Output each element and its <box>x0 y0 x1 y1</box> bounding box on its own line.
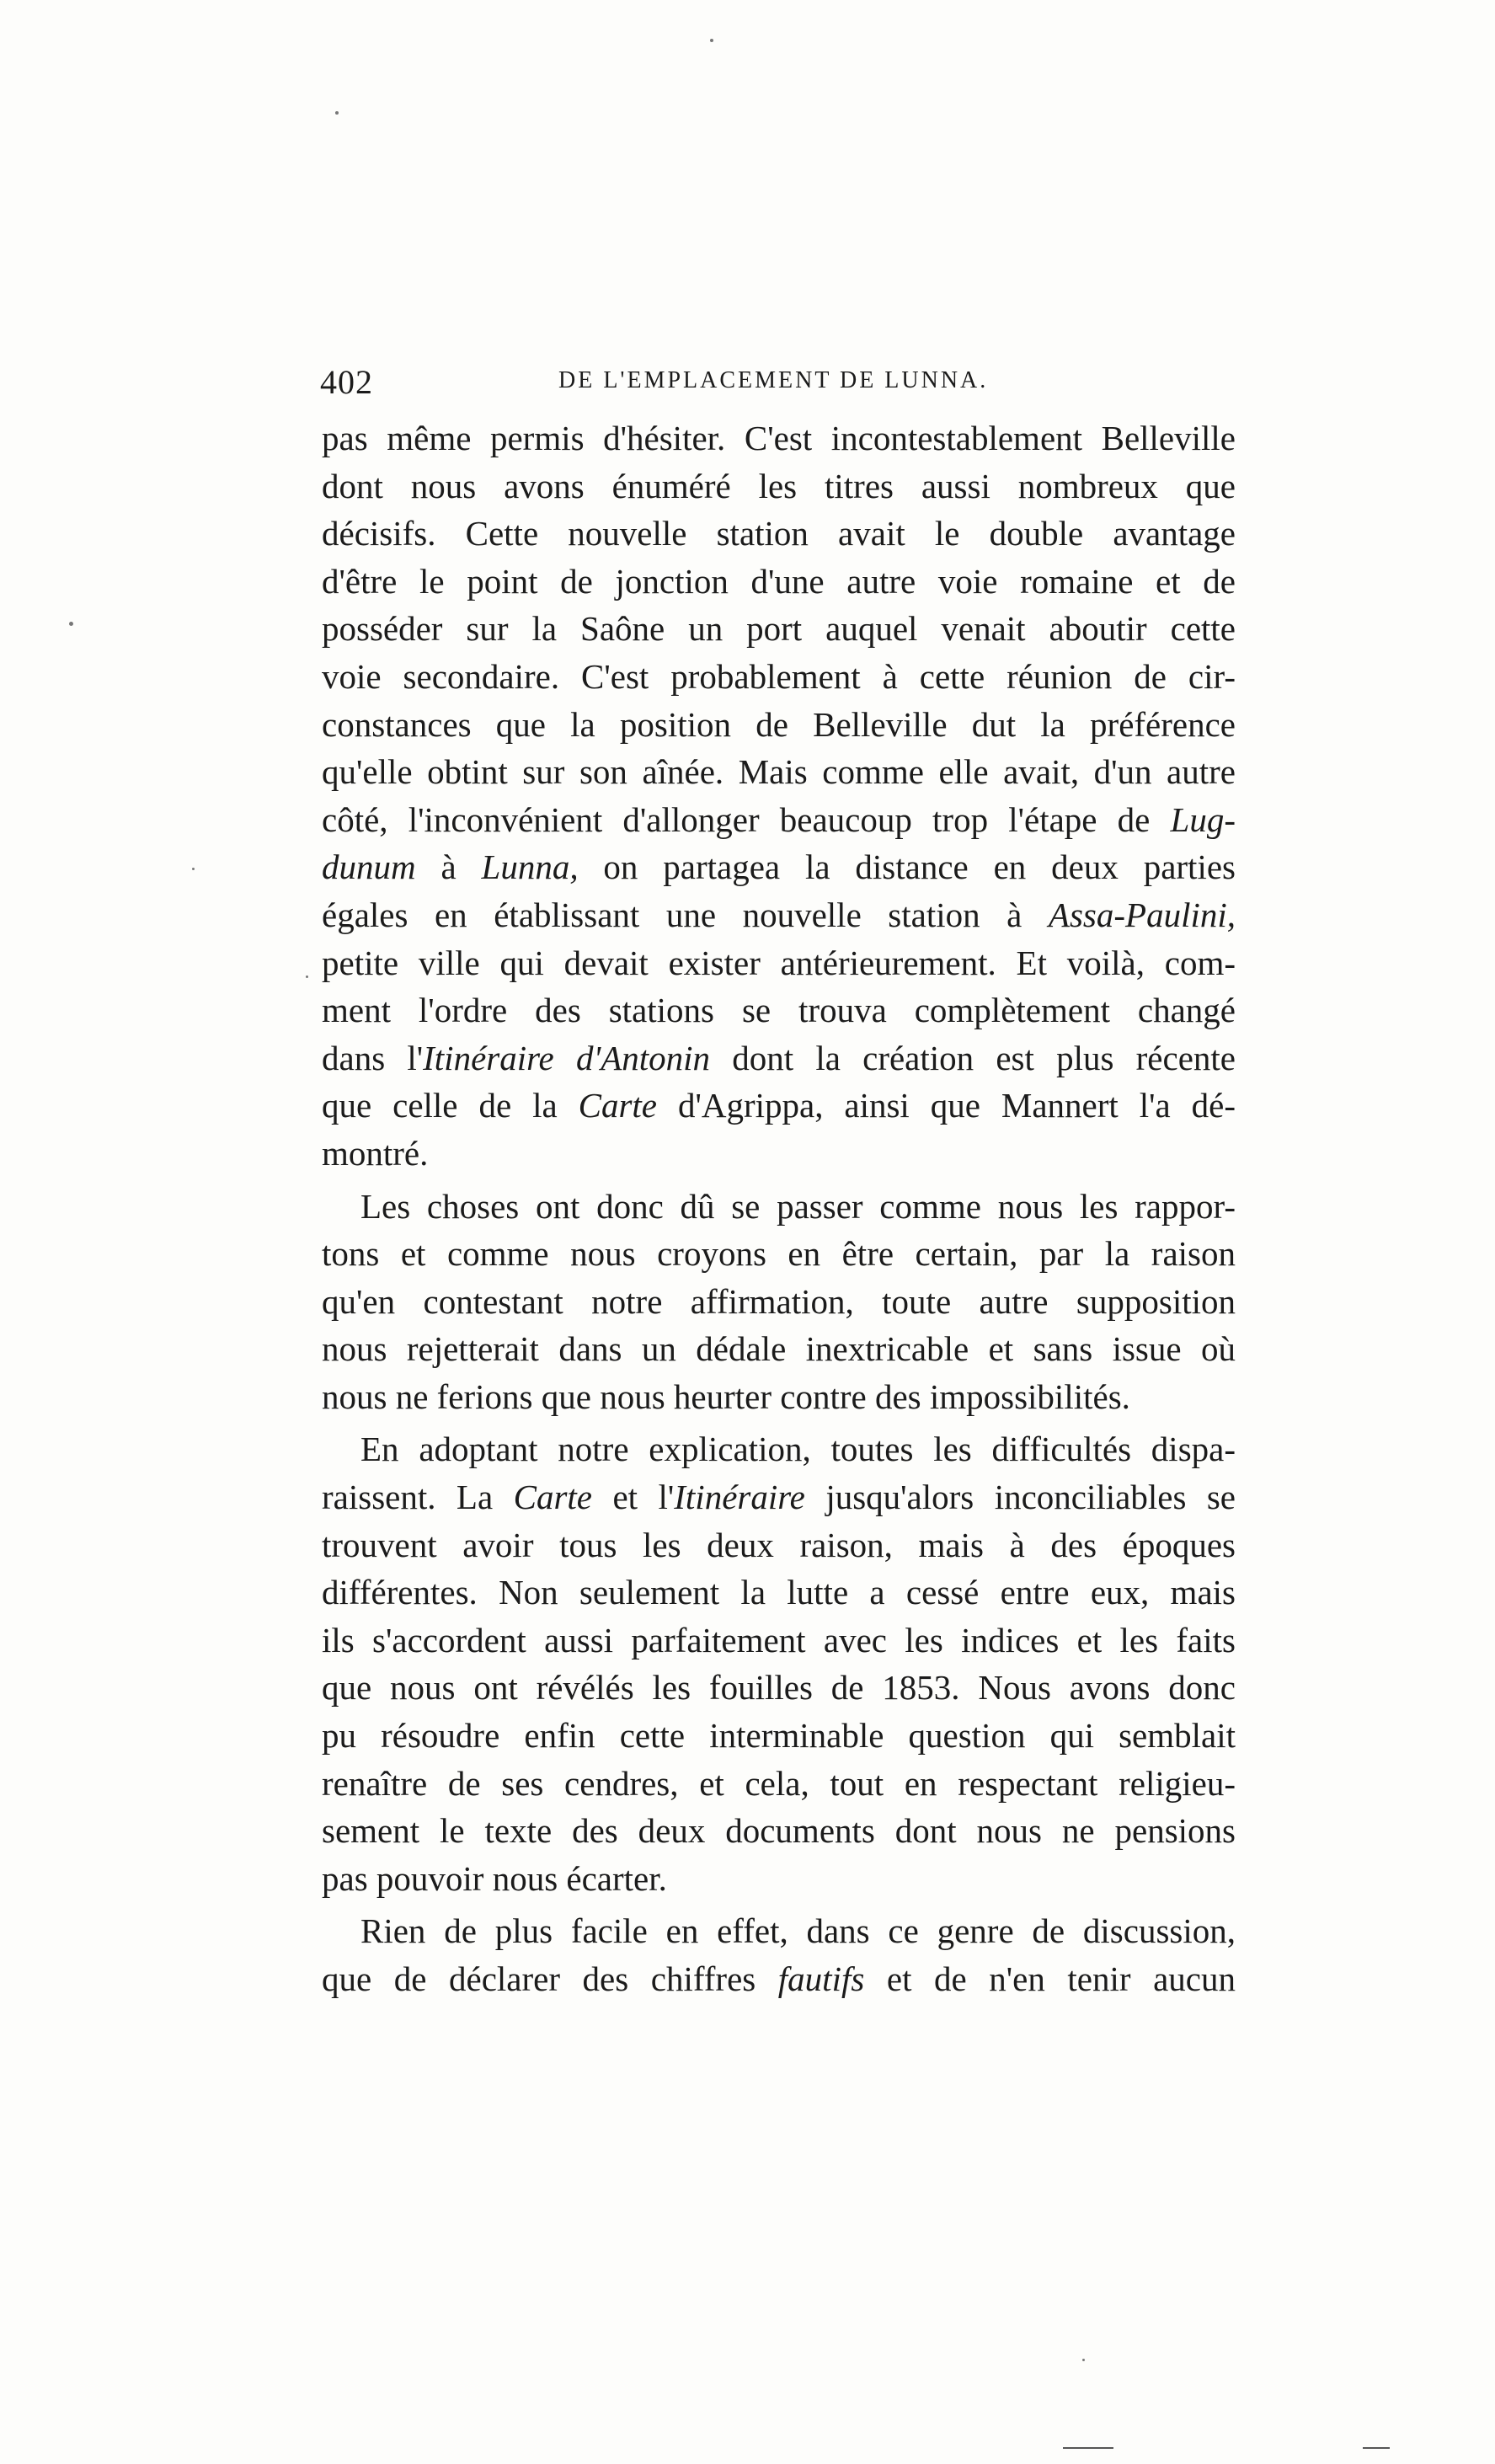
text-line: d'être le point de jonction d'une autre voie romaine et de <box>322 561 1236 601</box>
text-line: Les choses ont donc dû se passer comme nous les rappor- <box>360 1186 1236 1226</box>
text-line: dans l'Itinéraire d'Antonin dont la création est plus récente <box>322 1038 1236 1077</box>
body-text <box>322 414 1236 2003</box>
text-line: petite ville qui devait exister antérieurement. Et voilà, com- <box>322 943 1236 982</box>
text-line: renaître de ses cendres, et cela, tout en respectant religieu- <box>322 1763 1236 1803</box>
text-line: dont nous avons énuméré les titres aussi nombreux que <box>322 466 1236 505</box>
text-line: montré. <box>322 1133 429 1173</box>
text-line: côté, l'inconvénient d'allonger beaucoup trop l'étape de Lug- <box>322 799 1236 839</box>
text-line: voie secondaire. C'est probablement à cette réunion de cir- <box>322 656 1236 696</box>
page-number: 402 <box>320 363 373 401</box>
text-line: dunum à Lunna, on partagea la distance en deux parties <box>322 847 1236 887</box>
text-line: nous rejetterait dans un dédale inextricable et sans issue où <box>322 1329 1236 1369</box>
page-header <box>320 362 1247 404</box>
text-line: que celle de la Carte d'Agrippa, ainsi que Mannert l'a dé- <box>322 1086 1236 1125</box>
text-line: égales en établissant une nouvelle station à Assa-Paulini, <box>322 895 1236 934</box>
text-line: posséder sur la Saône un port auquel venait aboutir cette <box>322 609 1236 649</box>
scan-speck <box>1082 2359 1085 2361</box>
text-line: ils s'accordent aussi parfaitement avec les indices et les faits <box>322 1620 1236 1660</box>
text-line: sement le texte des deux documents dont nous ne pensions <box>322 1811 1236 1851</box>
text-line: En adoptant notre explication, toutes les difficultés dispa- <box>360 1430 1236 1469</box>
text-line: pas pouvoir nous écarter. <box>322 1858 667 1898</box>
text-line: que de déclarer des chiffres fautifs et de n'en tenir aucun <box>322 1959 1236 1998</box>
running-title: DE L'EMPLACEMENT DE LUNNA. <box>558 367 989 393</box>
scan-speck <box>69 622 73 626</box>
text-line: ment l'ordre des stations se trouva complètement changé <box>322 991 1236 1030</box>
scan-speck <box>710 39 713 42</box>
text-line: nous ne ferions que nous heurter contre des impossibilités. <box>322 1376 1130 1416</box>
text-line: décisifs. Cette nouvelle station avait le double avantage <box>322 514 1236 553</box>
text-line: pu résoudre enfin cette interminable question qui semblait <box>322 1716 1236 1756</box>
text-line: différentes. Non seulement la lutte a cessé entre eux, mais <box>322 1573 1236 1612</box>
text-line: que nous ont révélés les fouilles de 1853. Nous avons donc <box>322 1668 1236 1708</box>
scan-speck <box>306 975 308 978</box>
text-line: qu'en contestant notre affirmation, toute autre supposition <box>322 1281 1236 1321</box>
text-line: raissent. La Carte et l'Itinéraire jusqu'alors inconciliables se <box>322 1478 1236 1517</box>
text-line: Rien de plus facile en effet, dans ce genre de discussion, <box>360 1911 1236 1951</box>
scan-mark <box>1063 2447 1113 2449</box>
text-line: tons et comme nous croyons en être certain, par la raison <box>322 1234 1236 1274</box>
scan-speck <box>335 111 339 115</box>
scan-mark <box>1363 2447 1390 2449</box>
text-line: pas même permis d'hésiter. C'est incontestablement Belleville <box>322 419 1236 457</box>
text-line: trouvent avoir tous les deux raison, mais à des époques <box>322 1525 1236 1564</box>
text-line: qu'elle obtint sur son aînée. Mais comme elle avait, d'un autre <box>322 752 1236 792</box>
scan-speck <box>192 868 195 870</box>
text-line: constances que la position de Belleville dut la préférence <box>322 704 1236 744</box>
